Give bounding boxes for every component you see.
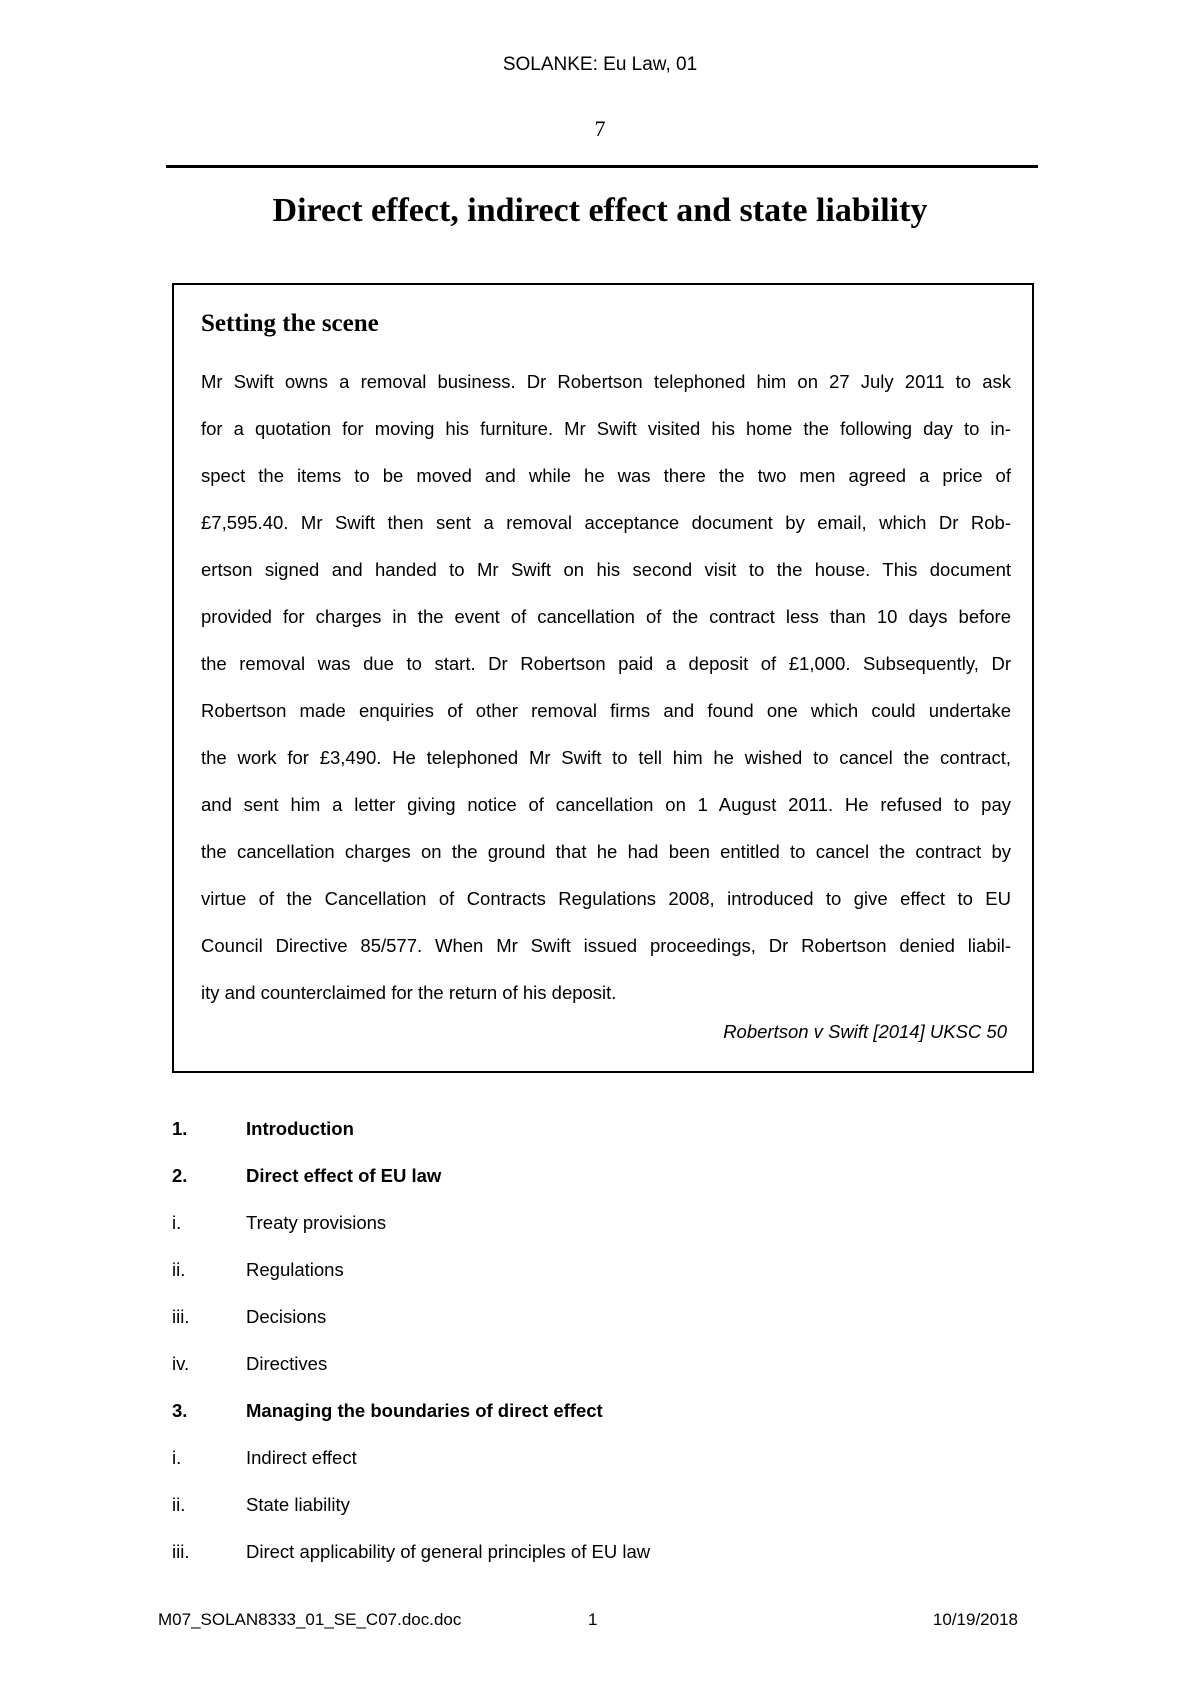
scene-line: Robertson made enquiries of other removal firms and found one which could undertake (201, 700, 1011, 721)
outline-label: Introduction (246, 1118, 354, 1139)
scene-line: virtue of the Cancellation of Contracts Regulations 2008, introduced to give effect to EU (201, 888, 1011, 909)
footer-page-number: 1 (588, 1610, 598, 1629)
outline-subitem (172, 1441, 1032, 1488)
scene-heading: Setting the scene (201, 310, 379, 337)
outline-subitem (172, 1206, 1032, 1253)
case-citation: Robertson v Swift [2014] UKSC 50 (723, 1021, 1007, 1042)
outline-subitem (172, 1535, 1032, 1582)
footer-filename: M07_SOLAN8333_01_SE_C07.doc.doc (158, 1610, 462, 1629)
outline-item (172, 1394, 1032, 1441)
outline-label: State liability (246, 1494, 350, 1515)
scene-line: ertson signed and handed to Mr Swift on his second visit to the house. This document (201, 559, 1011, 580)
outline-item (172, 1159, 1032, 1206)
scene-line: the work for £3,490. He telephoned Mr Swift to tell him he wished to cancel the contract, (201, 747, 1011, 768)
scene-line: £7,595.40. Mr Swift then sent a removal acceptance document by email, which Dr Rob- (201, 512, 1011, 533)
scene-line: provided for charges in the event of cancellation of the contract less than 10 days before (201, 606, 1011, 627)
outline-label: Treaty provisions (246, 1212, 387, 1233)
outline-label: Regulations (246, 1259, 344, 1280)
chapter-title: Direct effect, indirect effect and state liability (272, 192, 928, 229)
outline-label: Direct applicability of general principles of EU law (246, 1541, 651, 1562)
chapter-divider (166, 165, 1038, 168)
scene-line: spect the items to be moved and while he was there the two men agreed a price of (201, 465, 1011, 486)
outline-number: ii. (172, 1494, 186, 1515)
outline-label: Directives (246, 1353, 328, 1374)
outline-subitem (172, 1253, 1032, 1300)
scene-line: ity and counterclaimed for the return of his deposit. (201, 982, 617, 1003)
scene-line: the cancellation charges on the ground that he had been entitled to cancel the contract by (201, 841, 1011, 862)
outline-label: Managing the boundaries of direct effect (246, 1400, 603, 1421)
chapter-number: 7 (594, 116, 606, 141)
footer-date: 10/19/2018 (932, 1610, 1018, 1629)
outline-number: iv. (172, 1353, 190, 1374)
outline-subitem (172, 1300, 1032, 1347)
scene-line: Council Directive 85/577. When Mr Swift issued proceedings, Dr Robertson denied liabil- (201, 935, 1011, 956)
outline-number: 3. (172, 1400, 188, 1421)
outline-subitem (172, 1347, 1032, 1394)
outline-number: 2. (172, 1165, 188, 1186)
scene-paragraph (201, 364, 1011, 1022)
outline-number: iii. (172, 1541, 190, 1562)
scene-line: the removal was due to start. Dr Robertson paid a deposit of £1,000. Subsequently, Dr (201, 653, 1011, 674)
outline-number: ii. (172, 1259, 186, 1280)
outline-number: iii. (172, 1306, 190, 1327)
outline-label: Indirect effect (246, 1447, 357, 1468)
scene-line: and sent him a letter giving notice of cancellation on 1 August 2011. He refused to pay (201, 794, 1011, 815)
scene-line: for a quotation for moving his furniture. Mr Swift visited his home the following day to in- (201, 418, 1011, 439)
outline-item (172, 1112, 1032, 1159)
running-head: SOLANKE: Eu Law, 01 (502, 54, 698, 75)
scene-line: Mr Swift owns a removal business. Dr Robertson telephoned him on 27 July 2011 to ask (201, 371, 1011, 392)
outline-subitem (172, 1488, 1032, 1535)
chapter-outline (172, 1112, 1032, 1582)
outline-label: Direct effect of EU law (246, 1165, 442, 1186)
outline-label: Decisions (246, 1306, 327, 1327)
outline-number: 1. (172, 1118, 188, 1139)
outline-number: i. (172, 1447, 182, 1468)
outline-number: i. (172, 1212, 182, 1233)
